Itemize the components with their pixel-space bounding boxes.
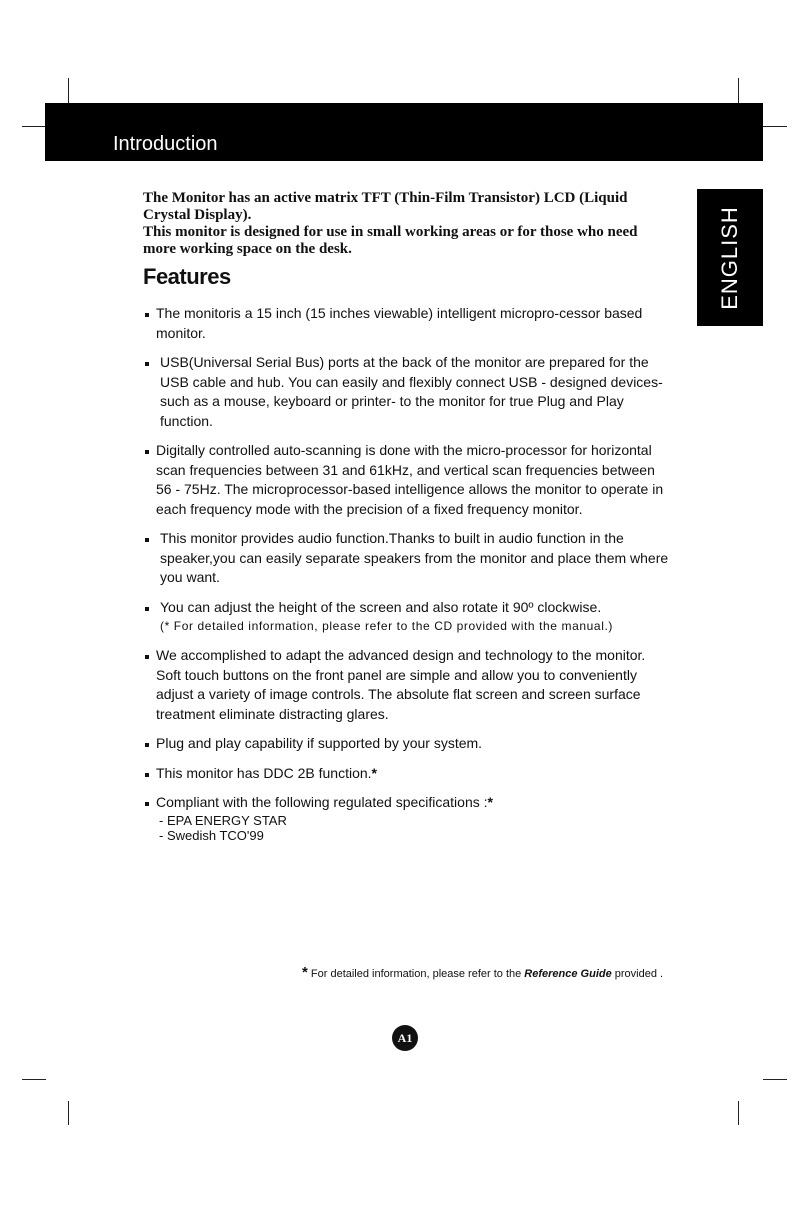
bullet-icon: [145, 313, 149, 317]
crop-mark: [738, 1101, 739, 1125]
language-tab: [697, 189, 763, 326]
feature-item: [143, 764, 671, 784]
asterisk-mark: *: [487, 794, 493, 810]
feature-text: Compliant with the following regulated specifications :: [156, 794, 488, 810]
features-heading: Features: [143, 264, 231, 289]
spec-item: - Swedish TCO'99: [159, 827, 264, 843]
crop-mark: [68, 1101, 69, 1125]
feature-text: This monitor has DDC 2B function.: [156, 764, 372, 781]
bullet-icon: [145, 802, 149, 806]
feature-note: (* For detailed information, please refer to the CD provided with the manual.): [160, 619, 614, 633]
reference-guide-label: Reference Guide: [524, 968, 612, 980]
feature-text: We accomplished to adapt the advanced design and technology to the monitor. Soft touch buttons on the front panel are simple and allow you to conveniently adjust a variety of image controls. The absolute flat screen and screen surface treatment eliminate distracting glares.: [156, 647, 646, 722]
intro-line-1: The Monitor has an active matrix TFT (Thin-Film Transistor) LCD (Liquid Crystal Display).: [143, 190, 628, 223]
spec-item: - EPA ENERGY STAR: [159, 812, 287, 828]
footnote-suffix: provided .: [611, 968, 664, 980]
language-label: ENGLISH: [717, 205, 742, 310]
feature-item: [143, 598, 671, 637]
feature-text: You can adjust the height of the screen and also rotate it 90º clockwise.: [160, 598, 602, 615]
feature-item: [143, 793, 671, 843]
feature-item: [143, 646, 671, 724]
section-title: Introduction: [113, 133, 218, 155]
bullet-icon: [145, 743, 149, 747]
feature-text: Plug and play capability if supported by your system.: [156, 735, 483, 751]
bullet-icon: [145, 538, 149, 542]
bullet-icon: [145, 655, 149, 659]
asterisk-mark: *: [371, 764, 377, 781]
feature-list: [143, 304, 671, 853]
bullet-icon: [145, 607, 149, 611]
crop-mark: [738, 78, 739, 104]
feature-item: [143, 304, 671, 343]
crop-mark: [763, 1079, 787, 1080]
footnote-text: For detailed information, please refer to the: [307, 968, 525, 980]
footnote-asterisk: *: [302, 964, 308, 981]
feature-item: [143, 529, 671, 588]
bullet-icon: [145, 450, 149, 454]
crop-mark: [763, 126, 787, 127]
feature-item: [143, 441, 671, 519]
intro-paragraph: [143, 190, 673, 258]
feature-text: USB(Universal Serial Bus) ports at the back of the monitor are prepared for the USB cable and hub. You can easily and flexibly connect USB - designed devices-such as a mouse, keyboard or printer- to the monitor for true Plug and Play function.: [160, 354, 663, 429]
bullet-icon: [145, 362, 149, 366]
feature-text: This monitor provides audio function.Thanks to built in audio function in the speaker,you can easily separate speakers from the monitor and place them where you want.: [160, 530, 669, 585]
crop-mark: [22, 126, 46, 127]
feature-item: [143, 353, 671, 431]
feature-text: The monitoris a 15 inch (15 inches viewable) intelligent micropro-cessor based monitor.: [156, 305, 643, 341]
page-number-badge: [392, 1025, 418, 1051]
intro-line-2: This monitor is designed for use in small working areas or for those who need more working space on the desk.: [143, 224, 638, 257]
section-header-bar: [45, 103, 763, 161]
footnote: [302, 964, 663, 981]
crop-mark: [22, 1079, 46, 1080]
page-number: A1: [397, 1030, 413, 1045]
feature-item: [143, 734, 671, 754]
feature-text: Digitally controlled auto-scanning is done with the micro-processor for horizontal scan frequencies between 31 and 61kHz, and vertical scan frequencies between 56 - 75Hz. The microprocessor-based intelligence allows the monitor to operate in each frequency mode with the precision of a fixed frequency monitor.: [156, 442, 664, 517]
crop-mark: [68, 78, 69, 104]
bullet-icon: [145, 773, 149, 777]
